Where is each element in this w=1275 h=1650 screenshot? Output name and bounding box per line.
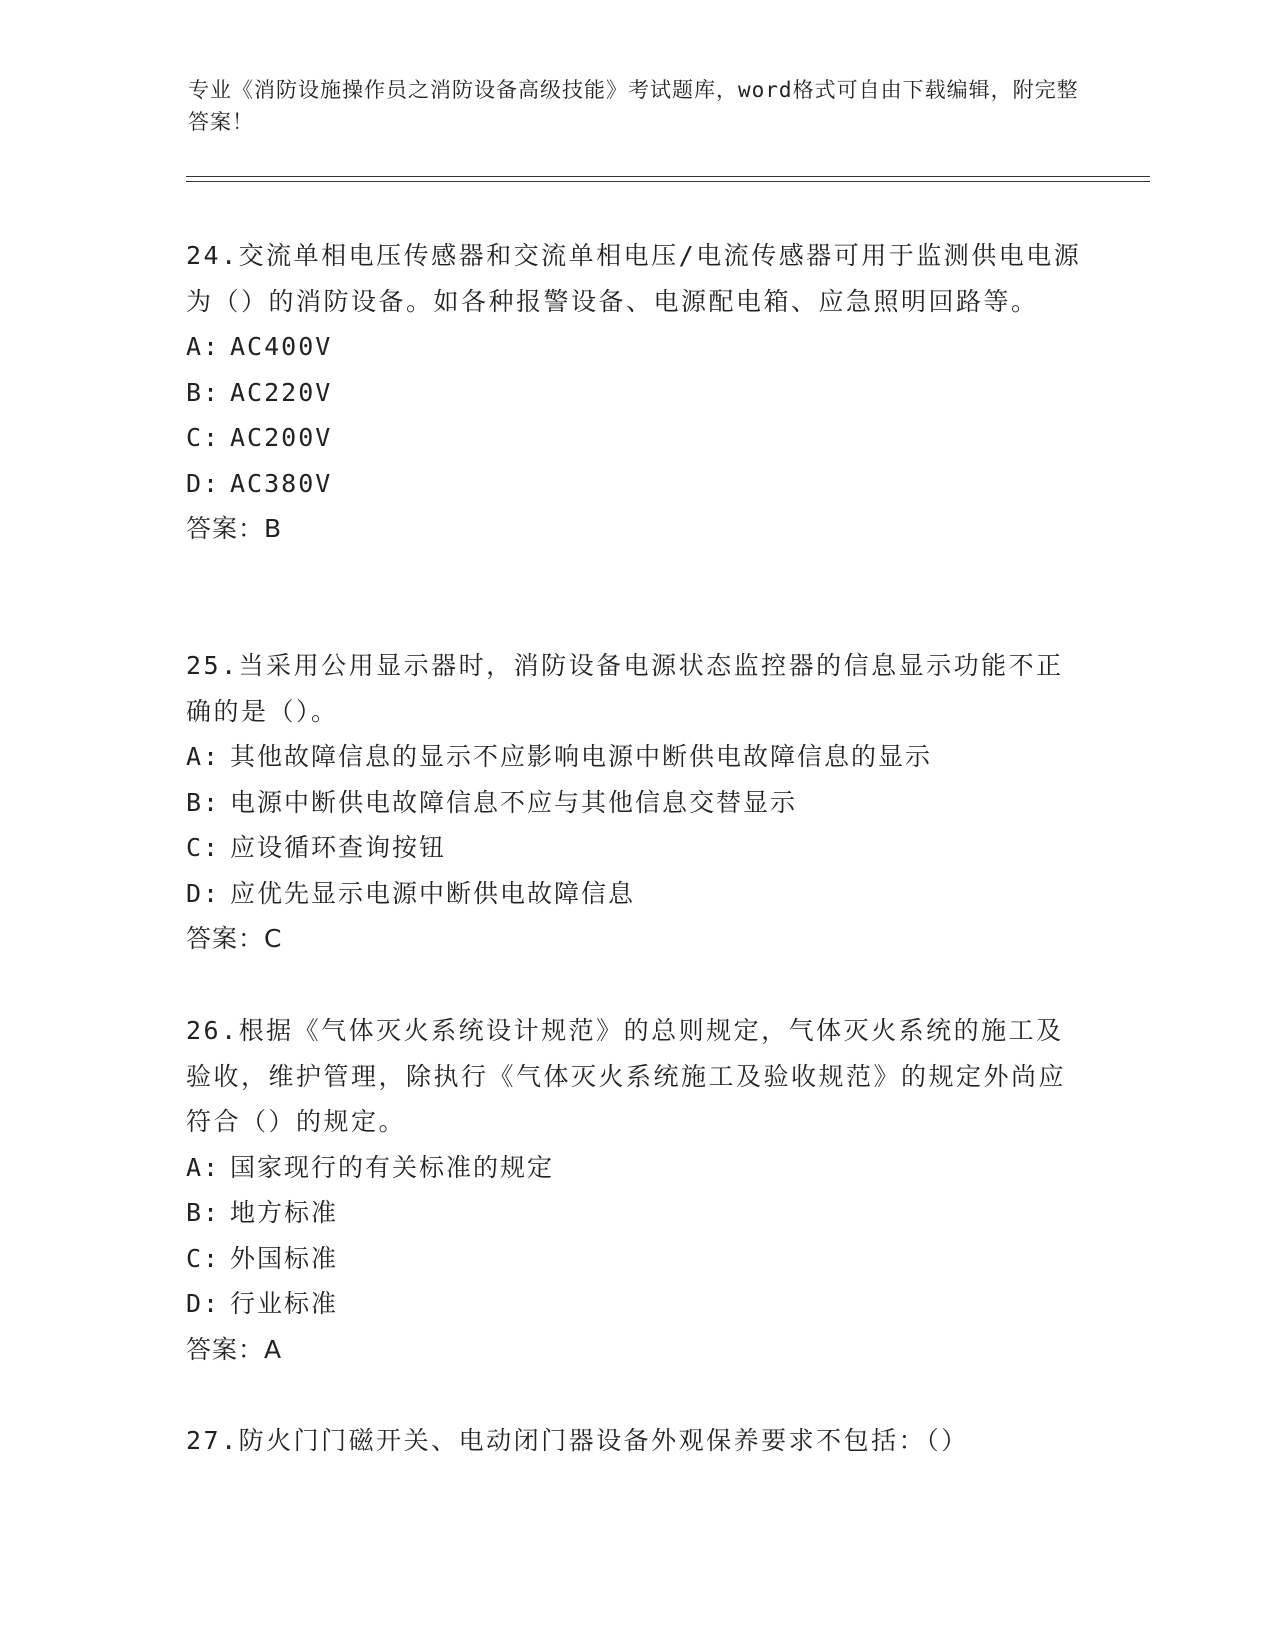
option-c	[186, 825, 1086, 871]
answer-line: 答案：C	[186, 924, 283, 953]
option-text: 地方标准	[230, 1198, 339, 1227]
option-text: 电源中断供电故障信息不应与其他信息交替显示	[230, 787, 798, 817]
option-d	[186, 1281, 1086, 1327]
answer-line: 答案：A	[186, 1334, 283, 1364]
option-b	[186, 370, 1086, 416]
option-text: 行业标准	[230, 1289, 339, 1318]
option-a	[186, 324, 1086, 370]
option-letter: B:	[186, 377, 221, 407]
option-letter: C:	[186, 833, 221, 862]
option-c	[186, 1236, 1086, 1282]
option-text: AC220V	[230, 377, 333, 407]
option-b	[186, 780, 1086, 826]
option-d	[186, 871, 1086, 917]
option-list	[186, 324, 1086, 506]
option-letter: D:	[186, 468, 221, 498]
option-letter: A:	[186, 332, 221, 361]
document-header	[188, 74, 1088, 138]
option-d	[186, 461, 1086, 507]
option-text: 国家现行的有关标准的规定	[230, 1152, 555, 1182]
option-text: 其他故障信息的显示不应影响电源中断供电故障信息的显示	[230, 742, 933, 771]
answer-line: 答案：B	[186, 514, 283, 543]
question-stem: 25.当采用公用显示器时，消防设备电源状态监控器的信息显示功能不正确的是（）。	[186, 651, 1064, 726]
option-letter: C:	[186, 423, 221, 452]
option-text: AC200V	[230, 423, 333, 452]
option-letter: D:	[186, 1289, 221, 1318]
option-list	[186, 1145, 1086, 1327]
option-letter: B:	[186, 1198, 221, 1227]
header-divider-top	[186, 176, 1150, 177]
option-b	[186, 1190, 1086, 1236]
option-text: 应优先显示电源中断供电故障信息	[230, 878, 636, 908]
option-letter: B:	[186, 787, 221, 817]
option-a	[186, 734, 1086, 780]
question-26	[186, 1008, 1086, 1372]
question-25	[186, 643, 1086, 962]
option-list	[186, 734, 1086, 916]
option-text: 外国标准	[230, 1243, 339, 1273]
option-c	[186, 415, 1086, 461]
header-title: 专业《消防设施操作员之消防设备高级技能》考试题库，word格式可自由下载编辑，附完整答案！	[188, 78, 1079, 134]
question-27	[186, 1418, 1086, 1464]
option-letter: C:	[186, 1243, 221, 1273]
question-stem: 27.防火门门磁开关、电动闭门器设备外观保养要求不包括：（）	[186, 1426, 969, 1455]
option-letter: A:	[186, 1152, 221, 1182]
option-text: AC400V	[230, 332, 333, 361]
option-text: AC380V	[230, 468, 333, 498]
question-stem: 26.根据《气体灭火系统设计规范》的总则规定，气体灭火系统的施工及验收，维护管理，除执行《气体灭火系统施工及验收规范》的规定外尚应符合（）的规定。	[186, 1016, 1067, 1136]
question-24	[186, 233, 1086, 552]
option-letter: D:	[186, 878, 221, 908]
option-text: 应设循环查询按钮	[230, 833, 447, 862]
header-divider-bottom	[186, 181, 1150, 182]
option-a	[186, 1145, 1086, 1191]
option-letter: A:	[186, 742, 221, 771]
question-stem: 24.交流单相电压传感器和交流单相电压/电流传感器可用于监测供电电源为（）的消防设备。如各种报警设备、电源配电箱、应急照明回路等。	[186, 241, 1082, 316]
